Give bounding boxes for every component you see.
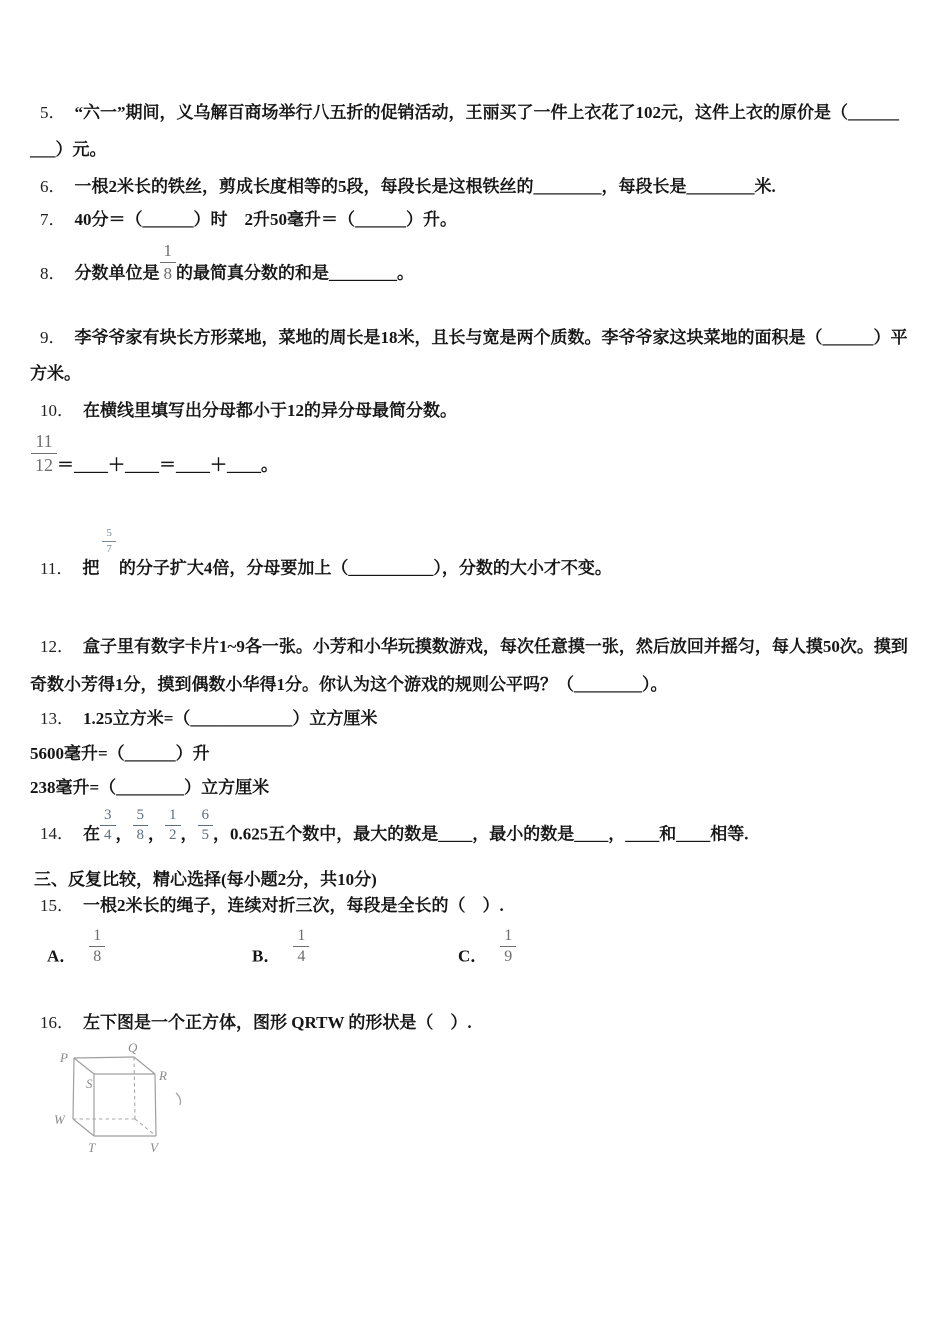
question-14 [40, 807, 749, 845]
question-15-number: 15． [40, 896, 74, 915]
question-10-number: 10． [40, 401, 74, 420]
question-6-number: 6． [40, 177, 66, 196]
question-5-line-1 [40, 102, 899, 123]
option-a-label: A． [47, 946, 77, 966]
question-13-conversion-3: 238毫升=（________）立方厘米 [30, 778, 270, 797]
question-14-fraction-2 [133, 807, 149, 845]
question-12-number: 12． [40, 637, 74, 656]
cube-vertex-label-p: P [60, 1050, 68, 1065]
question-8 [40, 241, 414, 284]
cube-vertex-label-r: R [159, 1068, 167, 1083]
fraction-denominator: 7 [106, 542, 112, 555]
question-13-line-1 [40, 708, 377, 729]
question-9-line-2 [30, 363, 81, 384]
cube-figure [48, 1040, 198, 1165]
cube-vertex-label-s: S [86, 1076, 93, 1091]
cube-vertex-label-q: Q [128, 1040, 138, 1055]
question-8-text-pre: 分数单位是 [74, 263, 160, 283]
fraction-numerator: 1 [89, 927, 105, 947]
question-10-equation-blanks: ＝____＋____＝____＋____。 [57, 455, 278, 475]
question-12-line-2 [30, 674, 668, 695]
fraction-denominator: 8 [93, 948, 102, 966]
option-c [458, 927, 516, 967]
cube-edge-bottom-left-slant [73, 1119, 94, 1136]
question-9-line-1 [40, 327, 908, 348]
question-14-fraction-3 [165, 807, 181, 845]
fraction-denominator: 2 [169, 827, 177, 844]
question-10 [40, 400, 457, 421]
question-14-text-pre: 在 [83, 824, 100, 844]
cube-edge-top-back [74, 1057, 134, 1058]
question-14-fraction-4 [198, 807, 214, 845]
section-3-heading [34, 869, 377, 890]
question-8-number: 8． [40, 263, 66, 283]
fraction-denominator: 9 [504, 948, 513, 966]
option-b-fraction [293, 927, 309, 967]
question-11-number: 11． [40, 558, 74, 578]
fraction-denominator: 8 [136, 827, 144, 844]
question-8-text-post: 的最简真分数的和是________。 [176, 263, 414, 283]
cube-edge-left-back-vertical [73, 1058, 74, 1119]
question-11 [40, 527, 612, 579]
question-9-text-wrap: 方米。 [30, 364, 81, 383]
question-6 [40, 176, 776, 197]
question-11-text-post: 的分子扩大4倍，分母要加上（__________），分数的大小才不变。 [118, 558, 612, 578]
question-12-text-wrap: 奇数小芳得1分，摸到偶数小华得1分。你认为这个游戏的规则公平吗？（________）。 [30, 675, 668, 694]
question-15 [40, 895, 504, 916]
question-13-line-2 [30, 743, 210, 764]
question-16-number: 16． [40, 1013, 74, 1032]
question-5-text: “六一”期间，义乌解百商场举行八五折的促销活动，王丽买了一件上衣花了102元，这件上衣的原价是（______ [74, 103, 899, 122]
question-10-equation [31, 431, 278, 476]
fraction-denominator: 12 [35, 454, 53, 475]
fraction-numerator: 3 [100, 807, 116, 826]
option-a-fraction [89, 927, 105, 967]
question-12-line-1 [40, 636, 908, 657]
cube-edge-top-left-slant [74, 1058, 94, 1074]
fraction-numerator: 5 [133, 807, 149, 826]
fraction-denominator: 5 [201, 827, 209, 844]
question-7-number: 7． [40, 210, 66, 229]
separator: ， [115, 824, 133, 844]
section-3-title: 三、反复比较，精心选择(每小题2分，共10分) [34, 870, 377, 889]
option-b-label: B． [252, 946, 281, 966]
separator: ， [180, 824, 198, 844]
question-5-text-wrap: ___）元。 [30, 140, 107, 159]
question-14-fraction-1 [100, 807, 116, 845]
question-6-text: 一根2米长的铁丝，剪成长度相等的5段，每段长是这根铁丝的________，每段长是________米. [74, 177, 776, 196]
fraction-numerator: 1 [293, 927, 309, 947]
question-14-text-post: 0.625五个数中，最大的数是____，最小的数是____，____和____相等. [230, 824, 749, 844]
cube-edge-hidden-vertical [134, 1057, 135, 1119]
question-9-number: 9． [40, 328, 66, 347]
question-16-text: 左下图是一个正方体，图形 QRTW 的形状是（ ）. [83, 1013, 472, 1032]
cube-vertex-label-v: V [150, 1140, 158, 1155]
question-15-text: 一根2米长的绳子，连续对折三次，每段是全长的（ ）. [83, 896, 504, 915]
fraction-numerator: 1 [160, 241, 177, 263]
cube-edge-right-front-vertical [155, 1074, 156, 1136]
option-c-label: C． [458, 946, 488, 966]
scan-artifact-mark [176, 1093, 181, 1105]
fraction-denominator: 4 [104, 827, 112, 844]
question-8-fraction [160, 241, 177, 283]
option-a [47, 927, 105, 967]
question-13-conversion-1: 1.25立方米=（____________）立方厘米 [83, 709, 378, 728]
fraction-denominator: 4 [297, 948, 306, 966]
fraction-denominator: 8 [163, 263, 172, 283]
cube-vertex-label-w: W [54, 1112, 65, 1127]
question-7 [40, 209, 457, 230]
question-14-number: 14． [40, 824, 74, 844]
question-13-line-3 [30, 777, 269, 798]
question-13-number: 13． [40, 709, 74, 728]
question-9-text: 李爷爷家有块长方形菜地，菜地的周长是18米，且长与宽是两个质数。李爷爷家这块菜地的面积是（______）平 [74, 328, 908, 347]
fraction-numerator: 5 [102, 527, 116, 542]
cube-edge-top-right-slant [134, 1057, 155, 1074]
question-10-fraction [31, 431, 57, 475]
separator: ， [213, 824, 230, 844]
question-5-line-2 [30, 139, 107, 160]
fraction-numerator: 1 [165, 807, 181, 826]
question-16 [40, 1012, 472, 1033]
question-10-text: 在横线里填写出分母都小于12的异分母最简分数。 [83, 401, 457, 420]
fraction-numerator: 1 [500, 927, 516, 947]
question-7-text: 40分＝（______）时 2升50毫升＝（______）升。 [74, 210, 457, 229]
question-12-text: 盒子里有数字卡片1~9各一张。小芳和小华玩摸数游戏，每次任意摸一张，然后放回并摇匀，每人摸50次。摸到 [83, 637, 908, 656]
question-11-fraction [102, 527, 116, 555]
separator: ， [148, 824, 165, 844]
option-c-fraction [500, 927, 516, 967]
fraction-numerator: 6 [198, 807, 214, 826]
fraction-numerator: 11 [31, 431, 57, 454]
cube-vertex-label-t: T [88, 1140, 96, 1155]
cube-edge-hidden-bottom-slant [135, 1119, 156, 1136]
option-b [252, 927, 309, 967]
question-11-text-pre: 把 [82, 558, 100, 578]
question-13-conversion-2: 5600毫升=（______）升 [30, 744, 210, 763]
question-5-number: 5． [40, 103, 66, 122]
